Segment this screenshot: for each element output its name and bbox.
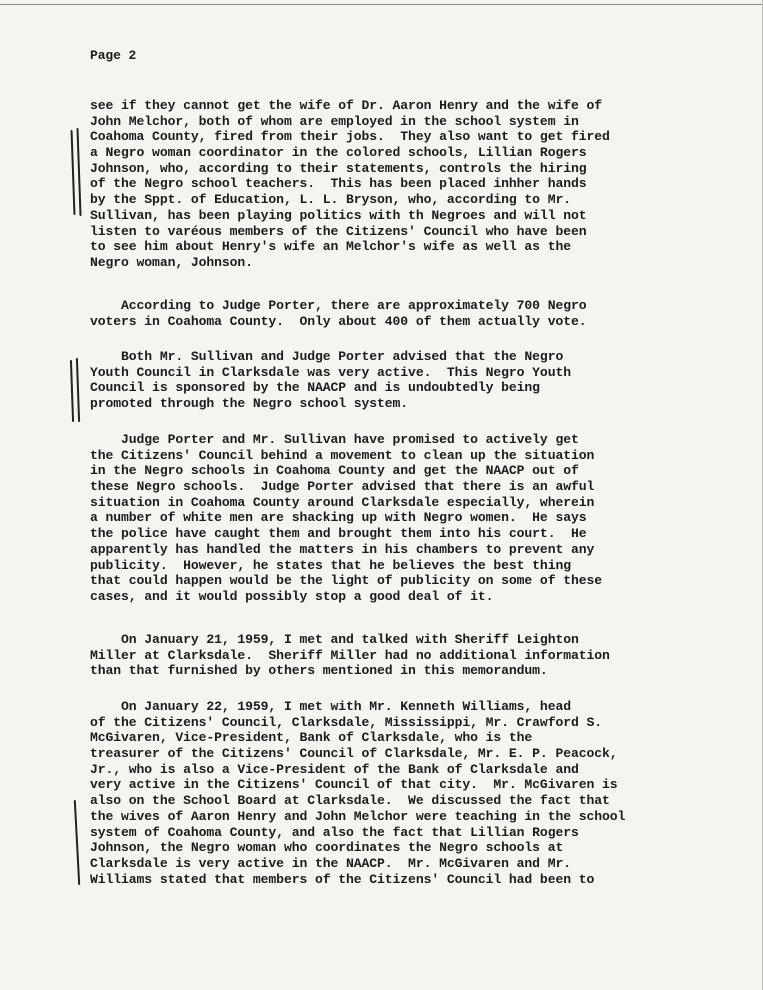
text-line: a number of white men are shacking up with Negro women. He says [90,510,587,526]
text-line: On January 21, 1959, I met and talked with Sheriff Leighton [90,632,579,647]
text-line: Johnson, the Negro woman who coordinates the Negro schools at [90,840,564,856]
text-line: very active in the Citizens' Council of that city. Mr. McGivaren is [90,777,618,793]
text-line: Youth Council in Clarksdale was very active. This Negro Youth [90,364,571,380]
text-line: to see him about Henry's wife an Melchor's wife as well as the [90,239,571,255]
text-line: than that furnished by others mentioned in this memorandum. [90,663,548,679]
text-line: of the Negro school teachers. This has been placed inhher hands [90,176,587,192]
text-line: see if they cannot get the wife of Dr. Aaron Henry and the wife of [90,98,602,113]
text-line: According to Judge Porter, there are approximately 700 Negro [90,298,587,313]
text-line: cases, and it would possibly stop a good deal of it. [90,588,494,604]
text-line: the Citizens' Council behind a movement to clean up the situation [90,447,595,463]
margin-mark [76,358,80,422]
paragraph-6 [90,699,730,887]
text-line: Council is sponsored by the NAACP and is undoubtedly being [90,380,540,396]
text-line: voters in Coahoma County. Only about 400 of them actually vote. [90,313,587,329]
paragraph-2 [90,298,730,329]
text-line: these Negro schools. Judge Porter advised that there is an awful [90,479,595,495]
margin-mark [74,800,80,885]
text-line: by the Sppt. of Education, L. L. Bryson, who, according to Mr. [90,192,571,208]
text-line: of the Citizens' Council, Clarksdale, Mississippi, Mr. Crawford S. [90,714,602,730]
text-line: the wives of Aaron Henry and John Melchor were teaching in the school [90,808,626,824]
text-line: system of Coahoma County, and also the fact that Lillian Rogers [90,824,579,840]
paragraph-3 [90,349,730,412]
text-line: McGivaren, Vice-President, Bank of Clarksdale, who is the [90,730,533,746]
text-line: Clarksdale is very active in the NAACP. Mr. McGivaren and Mr. [90,855,571,871]
text-line: Sullivan, has been playing politics with th Negroes and will not [90,207,587,223]
text-line: Miller at Clarksdale. Sheriff Miller had no additional information [90,647,610,663]
text-line: situation in Coahoma County around Clarksdale especially, wherein [90,494,595,510]
page-number-label: Page 2 [90,48,137,63]
text-line: Jr., who is also a Vice-President of the Bank of Clarksdale and [90,761,579,777]
text-line: Both Mr. Sullivan and Judge Porter advised that the Negro [90,349,564,364]
text-line: John Melchor, both of whom are employed in the school system in [90,113,579,129]
margin-mark [70,360,74,422]
text-line: publicity. However, he states that he believes the best thing [90,557,571,573]
text-line: a Negro woman coordinator in the colored schools, Lillian Rogers [90,145,587,161]
text-line: Williams stated that members of the Citizens' Council had been to [90,871,595,887]
margin-mark [71,130,76,215]
text-line: Coahoma County, fired from their jobs. They also want to get fired [90,129,610,145]
margin-mark [76,128,81,216]
paragraph-1 [90,98,730,271]
top-border-line [0,4,763,5]
paragraph-5 [90,632,730,679]
text-line: treasurer of the Citizens' Council of Clarksdale, Mr. E. P. Peacock, [90,746,618,762]
text-line: Johnson, who, according to their statements, controls the hiring [90,160,587,176]
text-line: that could happen would be the light of publicity on some of these [90,573,602,589]
text-line: promoted through the Negro school system. [90,396,409,412]
text-line: listen to varéous members of the Citizens' Council who have been [90,223,587,239]
text-line: Negro woman, Johnson. [90,254,253,270]
text-line: in the Negro schools in Coahoma County and get the NAACP out of [90,463,579,479]
text-line: apparently has handled the matters in his chambers to prevent any [90,541,595,557]
text-line: On January 22, 1959, I met with Mr. Kenneth Williams, head [90,699,571,714]
paragraph-4 [90,432,730,605]
text-line: also on the School Board at Clarksdale. We discussed the fact that [90,793,610,809]
text-line: the police have caught them and brought them into his court. He [90,526,587,542]
text-line: Judge Porter and Mr. Sullivan have promised to actively get [90,432,579,447]
